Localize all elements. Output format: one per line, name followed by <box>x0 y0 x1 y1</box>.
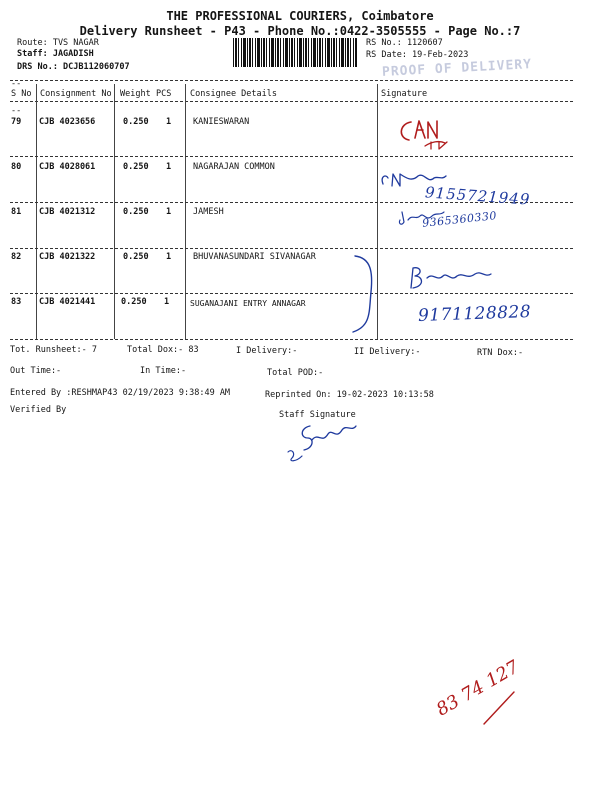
row-pcs: 1 <box>166 117 172 127</box>
handwritten-phone-row80: 9155721949 <box>424 183 531 209</box>
row-consignment: CJB 4028061 <box>39 162 96 172</box>
col-consignee: Consignee Details <box>190 89 277 99</box>
row-pcs: 1 <box>166 162 172 172</box>
row-consignee: NAGARAJAN COMMON <box>193 162 275 172</box>
signature-row79 <box>395 116 465 152</box>
total-dox: Total Dox:- 83 <box>127 345 199 355</box>
ii-delivery: II Delivery:- <box>354 347 421 357</box>
row-consignee: SUGANAJANI ENTRY ANNAGAR <box>190 299 306 308</box>
staff-signature-label: Staff Signature <box>279 410 356 420</box>
col-pcs: PCS <box>156 89 172 99</box>
row-consignment: CJB 4021322 <box>39 252 96 262</box>
entered-by: Entered By :RESHMAP43 02/19/2023 9:38:49 AM <box>10 388 231 398</box>
reprinted-on: Reprinted On: 19-02-2023 10:13:58 <box>265 390 434 400</box>
route-label: Route: TVS NAGAR <box>17 38 99 48</box>
handwritten-phone-row83: 9171128828 <box>417 302 532 326</box>
row-divider <box>10 293 573 294</box>
row-consignment: CJB 4021312 <box>39 207 96 217</box>
divider <box>10 80 573 81</box>
row-consignment: CJB 4023656 <box>39 117 96 127</box>
row-consignee: KANIESWARAN <box>193 117 250 127</box>
row-weight: 0.250 <box>123 252 149 262</box>
row-weight: 0.250 <box>123 162 149 172</box>
row-sno: 80 <box>11 162 22 172</box>
row-pcs: 1 <box>164 297 170 307</box>
total-pod: Total POD:- <box>267 368 324 378</box>
row-pcs: 1 <box>166 207 172 217</box>
handwritten-tally: 83 74 127 <box>432 656 523 721</box>
barcode <box>233 38 357 67</box>
divider <box>10 101 573 102</box>
col-sno: S No <box>11 89 32 99</box>
row-sno: 83 <box>11 297 22 307</box>
in-time: In Time:- <box>140 366 187 376</box>
runsheet-subtitle: Delivery Runsheet - P43 - Phone No.:0422-3505555 - Page No.:7 <box>79 24 521 38</box>
column-line <box>185 84 186 339</box>
col-signature: Signature <box>381 89 428 99</box>
staff-signature <box>282 418 362 464</box>
row-divider <box>10 248 573 249</box>
row-weight: 0.250 <box>121 297 147 307</box>
tot-runsheet: Tot. Runsheet:- 7 <box>10 345 97 355</box>
row-weight: 0.250 <box>123 207 149 217</box>
staff-label: Staff: JAGADISH <box>17 49 94 59</box>
col-weight: Weight <box>120 89 151 99</box>
bracket-mark <box>343 252 383 338</box>
rs-date: RS Date: 19-Feb-2023 <box>366 50 469 60</box>
row-consignee: BHUVANASUNDARI SIVANAGAR <box>193 252 316 262</box>
row-consignment: CJB 4021441 <box>39 297 96 307</box>
row-divider <box>10 156 573 157</box>
row-pcs: 1 <box>166 252 172 262</box>
row-consignee: JAMESH <box>193 207 224 217</box>
row-sno: 79 <box>11 117 22 127</box>
lead-marker: -- <box>11 79 22 89</box>
i-delivery: I Delivery:- <box>236 346 298 356</box>
proof-of-delivery-stamp: PROOF OF DELIVERY <box>381 57 533 80</box>
drs-number: DRS No.: DCJB112060707 <box>17 62 130 72</box>
row-sno: 82 <box>11 252 22 262</box>
document-title: THE PROFESSIONAL COURIERS, Coimbatore <box>166 9 434 23</box>
handwritten-phone-row81: 9365360330 <box>421 209 498 230</box>
rtn-dox: RTN Dox:- <box>477 348 524 358</box>
row-marker: -- <box>11 106 22 116</box>
column-line <box>114 84 115 339</box>
row-divider <box>10 339 573 340</box>
rs-number: RS No.: 1120607 <box>366 38 443 48</box>
verified-by: Verified By <box>10 405 67 415</box>
out-time: Out Time:- <box>10 366 62 376</box>
row-sno: 81 <box>11 207 22 217</box>
row-weight: 0.250 <box>123 117 149 127</box>
column-line <box>36 84 37 339</box>
col-consignment: Consignment No <box>40 89 112 99</box>
tally-slash <box>478 688 522 728</box>
